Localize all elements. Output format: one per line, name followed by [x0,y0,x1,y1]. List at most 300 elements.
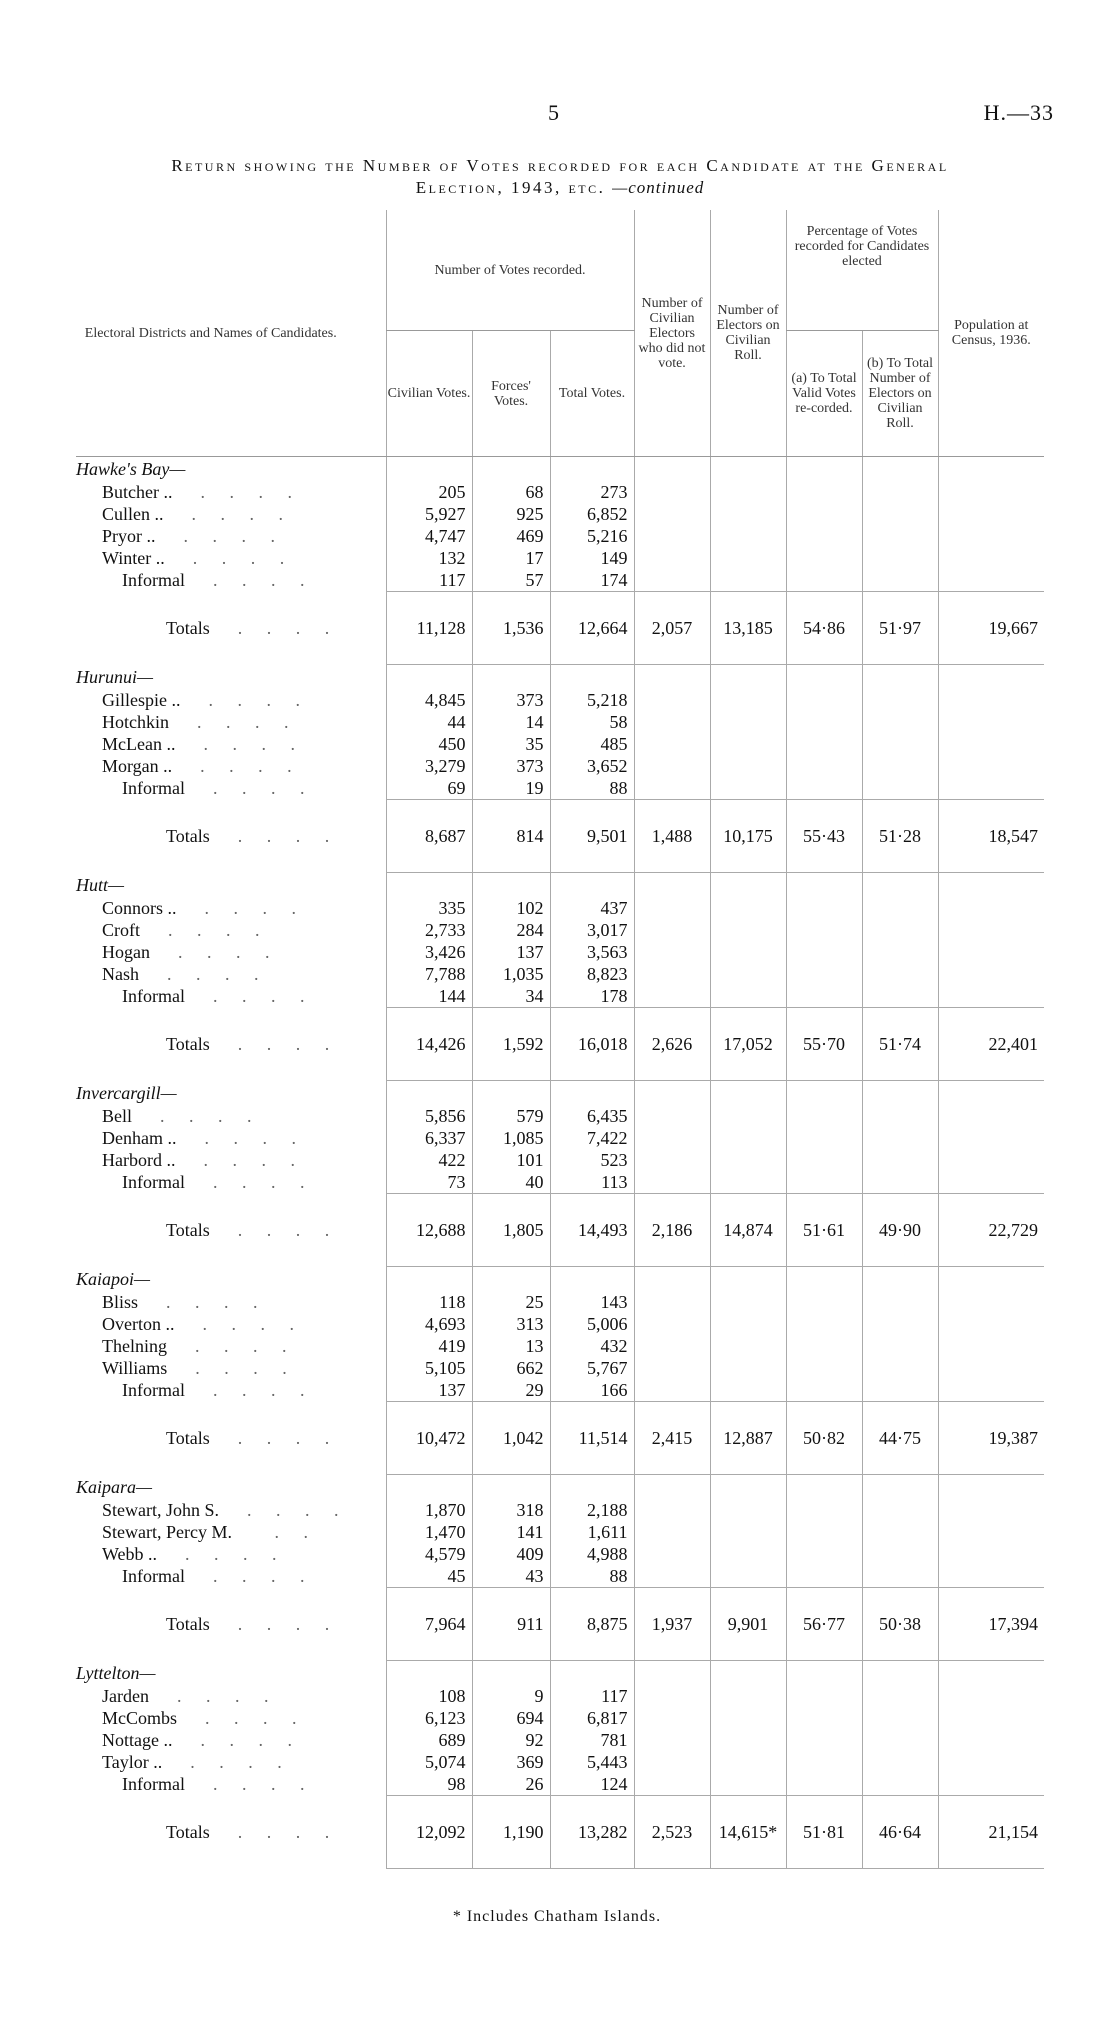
empty-cell [386,665,472,690]
empty-cell [710,755,786,777]
totals-pct-b: 51·74 [862,1008,938,1081]
candidate-name [76,1379,386,1402]
district-row [76,1267,1044,1292]
empty-cell [862,1149,938,1171]
empty-cell [786,569,862,592]
candidate-name [76,503,386,525]
totals-name [76,1194,386,1267]
civilian-votes: 7,788 [386,963,472,985]
forces-votes: 40 [472,1171,550,1194]
leader-dots: . . . . [212,1566,315,1586]
empty-cell [786,733,862,755]
empty-cell [786,963,862,985]
totals-forces: 1,536 [472,592,550,665]
total-votes: 432 [550,1335,634,1357]
total-votes: 166 [550,1379,634,1402]
totals-total: 9,501 [550,800,634,873]
empty-cell [938,755,1044,777]
empty-cell [710,1661,786,1686]
candidate-row [76,1751,1044,1773]
empty-cell [786,665,862,690]
empty-cell [710,1291,786,1313]
empty-cell [938,547,1044,569]
leader-dots: . . . . [212,1774,315,1794]
candidate-row [76,1105,1044,1127]
forces-votes: 579 [472,1105,550,1127]
leader-dots: . . . . [202,1314,304,1334]
empty-cell [938,1291,1044,1313]
leader-dots: . . . . [212,986,315,1006]
civilian-votes: 98 [386,1773,472,1796]
empty-cell [786,1773,862,1796]
candidate-label: Winter .. [102,548,165,568]
empty-cell [710,1379,786,1402]
forces-votes: 409 [472,1543,550,1565]
empty-cell [710,777,786,800]
header-pct-b: (b) To Total Number of Electors on Civilian Roll. [862,331,938,457]
civilian-votes: 108 [386,1685,472,1707]
candidate-name [76,1685,386,1707]
empty-cell [634,733,710,755]
empty-cell [634,1685,710,1707]
empty-cell [862,1081,938,1106]
empty-cell [710,689,786,711]
leader-dots: . . . . [237,1219,340,1240]
empty-cell [634,1565,710,1588]
empty-cell [634,547,710,569]
forces-votes: 25 [472,1291,550,1313]
empty-cell [710,457,786,482]
district-name: Kaiapoi— [76,1268,151,1289]
empty-cell [862,503,938,525]
empty-cell [710,1685,786,1707]
totals-forces: 911 [472,1588,550,1661]
empty-cell [862,897,938,919]
empty-cell [786,755,862,777]
candidate-name [76,1171,386,1194]
empty-cell [472,1267,550,1292]
empty-cell [862,481,938,503]
candidate-name [76,1313,386,1335]
empty-cell [862,1661,938,1686]
total-votes: 124 [550,1773,634,1796]
totals-civilian: 11,128 [386,592,472,665]
forces-votes: 373 [472,689,550,711]
totals-population: 22,729 [938,1194,1044,1267]
totals-forces: 1,805 [472,1194,550,1267]
candidate-name [76,919,386,941]
totals-row [76,592,1044,665]
leader-dots: . . . . [212,1172,315,1192]
empty-cell [938,897,1044,919]
empty-cell [710,1357,786,1379]
empty-cell [938,481,1044,503]
empty-cell [938,919,1044,941]
empty-cell [862,457,938,482]
empty-cell [938,569,1044,592]
empty-cell [634,1773,710,1796]
empty-cell [938,1335,1044,1357]
totals-name [76,592,386,665]
candidate-name [76,525,386,547]
empty-cell [938,1565,1044,1588]
total-votes: 174 [550,569,634,592]
total-votes: 5,767 [550,1357,634,1379]
candidate-label: McCombs [102,1708,178,1728]
totals-civilian: 7,964 [386,1588,472,1661]
totals-pct-b: 50·38 [862,1588,938,1661]
empty-cell [786,1291,862,1313]
empty-cell [634,1127,710,1149]
forces-votes: 469 [472,525,550,547]
forces-votes: 313 [472,1313,550,1335]
totals-electors: 12,887 [710,1402,786,1475]
totals-row [76,1402,1044,1475]
empty-cell [862,1357,938,1379]
candidate-name [76,733,386,755]
total-votes: 88 [550,777,634,800]
empty-cell [710,919,786,941]
leader-dots: . . . . [183,526,285,546]
leader-dots: . . . . [203,734,305,754]
leader-dots: . . . . [237,1427,340,1448]
empty-cell [634,1357,710,1379]
totals-total: 8,875 [550,1588,634,1661]
empty-cell [786,1127,862,1149]
empty-cell [786,1313,862,1335]
forces-votes: 43 [472,1565,550,1588]
empty-cell [634,481,710,503]
candidate-row [76,1379,1044,1402]
empty-cell [938,1499,1044,1521]
empty-cell [710,941,786,963]
civilian-votes: 44 [386,711,472,733]
empty-cell [786,547,862,569]
candidate-row [76,1335,1044,1357]
empty-cell [938,1751,1044,1773]
totals-total: 11,514 [550,1402,634,1475]
candidate-row [76,985,1044,1008]
leader-dots: . . . . [237,825,340,846]
leader-dots: . . [259,1522,318,1542]
total-votes: 6,852 [550,503,634,525]
civilian-votes: 117 [386,569,472,592]
empty-cell [786,1335,862,1357]
empty-cell [862,1335,938,1357]
total-votes: 5,006 [550,1313,634,1335]
candidate-label: Stewart, John S. [102,1500,219,1520]
forces-votes: 284 [472,919,550,941]
totals-total: 13,282 [550,1796,634,1869]
empty-cell [786,941,862,963]
civilian-votes: 205 [386,481,472,503]
totals-pct-b: 44·75 [862,1402,938,1475]
empty-cell [862,1729,938,1751]
empty-cell [938,963,1044,985]
empty-cell [786,1685,862,1707]
empty-cell [634,1081,710,1106]
civilian-votes: 450 [386,733,472,755]
empty-cell [862,777,938,800]
forces-votes: 14 [472,711,550,733]
empty-cell [938,1379,1044,1402]
totals-population: 21,154 [938,1796,1044,1869]
empty-cell [634,711,710,733]
empty-cell [634,941,710,963]
district-name: Hawke's Bay— [76,459,186,479]
empty-cell [938,457,1044,482]
totals-label: Totals [166,617,210,638]
candidate-label: Stewart, Percy M. [102,1522,232,1542]
empty-cell [862,1707,938,1729]
forces-votes: 34 [472,985,550,1008]
empty-cell [786,1379,862,1402]
candidate-row [76,1291,1044,1313]
totals-electors: 10,175 [710,800,786,873]
empty-cell [634,1149,710,1171]
empty-cell [862,985,938,1008]
candidate-name [76,985,386,1008]
candidate-row [76,1521,1044,1543]
candidate-label: Gillespie .. [102,690,181,710]
total-votes: 8,823 [550,963,634,985]
forces-votes: 137 [472,941,550,963]
candidate-row [76,1357,1044,1379]
empty-cell [710,1335,786,1357]
leader-dots: . . . . [168,920,270,940]
candidate-label: Informal [122,1566,185,1586]
totals-civilian: 12,092 [386,1796,472,1869]
total-votes: 5,443 [550,1751,634,1773]
leader-dots: . . . . [247,1500,349,1520]
empty-cell [634,525,710,547]
total-votes: 5,218 [550,689,634,711]
totals-population: 17,394 [938,1588,1044,1661]
empty-cell [862,1685,938,1707]
district-row [76,1475,1044,1500]
empty-cell [786,897,862,919]
totals-forces: 1,042 [472,1402,550,1475]
candidate-name [76,689,386,711]
leader-dots: . . . . [195,1358,297,1378]
totals-electors: 13,185 [710,592,786,665]
title-line-2 [70,177,1050,199]
empty-cell [550,457,634,482]
empty-cell [634,1335,710,1357]
candidate-name [76,1357,386,1379]
forces-votes: 662 [472,1357,550,1379]
document-reference: H.—33 [983,100,1054,125]
candidate-row [76,1149,1044,1171]
empty-cell [862,1171,938,1194]
civilian-votes: 689 [386,1729,472,1751]
empty-cell [786,525,862,547]
candidate-row [76,1685,1044,1707]
totals-pct-a: 50·82 [786,1402,862,1475]
civilian-votes: 6,337 [386,1127,472,1149]
total-votes: 88 [550,1565,634,1588]
leader-dots: . . . . [212,778,315,798]
total-votes: 5,216 [550,525,634,547]
empty-cell [786,985,862,1008]
empty-cell [862,1127,938,1149]
candidate-label: Denham .. [102,1128,177,1148]
totals-pct-a: 55·70 [786,1008,862,1081]
leader-dots: . . . . [190,1752,292,1772]
empty-cell [938,1475,1044,1500]
empty-cell [938,1773,1044,1796]
empty-cell [634,919,710,941]
forces-votes: 35 [472,733,550,755]
candidate-label: Pryor .. [102,526,156,546]
candidate-row [76,689,1044,711]
empty-cell [472,457,550,482]
empty-cell [634,963,710,985]
civilian-votes: 4,693 [386,1313,472,1335]
empty-cell [710,1499,786,1521]
total-votes: 485 [550,733,634,755]
empty-cell [938,733,1044,755]
leader-dots: . . . . [237,1613,340,1634]
empty-cell [938,1707,1044,1729]
candidate-row [76,963,1044,985]
empty-cell [710,897,786,919]
empty-cell [786,1357,862,1379]
empty-cell [786,1521,862,1543]
header-civilian: Civilian Votes. [386,331,472,457]
civilian-votes: 132 [386,547,472,569]
empty-cell [472,1081,550,1106]
empty-cell [786,711,862,733]
totals-pct-a: 55·43 [786,800,862,873]
leader-dots: . . . . [195,1336,297,1356]
empty-cell [634,873,710,898]
totals-forces: 1,592 [472,1008,550,1081]
candidate-label: Bell [102,1106,132,1126]
candidate-row [76,569,1044,592]
candidate-label: Informal [122,1774,185,1794]
totals-name [76,1796,386,1869]
total-votes: 113 [550,1171,634,1194]
forces-votes: 925 [472,503,550,525]
forces-votes: 694 [472,1707,550,1729]
empty-cell [938,1661,1044,1686]
leader-dots: . . . . [204,1128,306,1148]
candidate-label: Nash [102,964,139,984]
civilian-votes: 69 [386,777,472,800]
civilian-votes: 6,123 [386,1707,472,1729]
leader-dots: . . . . [237,617,340,638]
empty-cell [710,873,786,898]
empty-cell [938,985,1044,1008]
candidate-row [76,503,1044,525]
votes-table [76,210,1044,1869]
leader-dots: . . . . [204,898,307,918]
forces-votes: 102 [472,897,550,919]
empty-cell [862,1267,938,1292]
candidate-row [76,481,1044,503]
empty-cell [550,1267,634,1292]
totals-electors: 9,901 [710,1588,786,1661]
empty-cell [786,1475,862,1500]
empty-cell [634,1521,710,1543]
empty-cell [710,1313,786,1335]
empty-cell [634,1751,710,1773]
forces-votes: 68 [472,481,550,503]
totals-not-voted: 2,057 [634,592,710,665]
candidate-label: Thelning [102,1336,167,1356]
empty-cell [786,919,862,941]
candidate-label: Butcher .. [102,482,173,502]
candidate-label: Cullen .. [102,504,164,524]
totals-forces: 814 [472,800,550,873]
candidate-name [76,1565,386,1588]
civilian-votes: 4,579 [386,1543,472,1565]
empty-cell [710,569,786,592]
empty-cell [386,873,472,898]
candidate-name [76,1543,386,1565]
empty-cell [862,1475,938,1500]
total-votes: 2,188 [550,1499,634,1521]
totals-not-voted: 2,415 [634,1402,710,1475]
empty-cell [386,1661,472,1686]
empty-cell [862,1105,938,1127]
candidate-row [76,1729,1044,1751]
total-votes: 117 [550,1685,634,1707]
empty-cell [710,1171,786,1194]
candidate-label: Informal [122,986,185,1006]
empty-cell [862,1773,938,1796]
forces-votes: 1,035 [472,963,550,985]
empty-cell [938,525,1044,547]
empty-cell [634,985,710,1008]
civilian-votes: 2,733 [386,919,472,941]
totals-label: Totals [166,1427,210,1448]
totals-civilian: 10,472 [386,1402,472,1475]
empty-cell [938,1267,1044,1292]
totals-label: Totals [166,1219,210,1240]
totals-population: 22,401 [938,1008,1044,1081]
empty-cell [634,897,710,919]
totals-not-voted: 2,186 [634,1194,710,1267]
empty-cell [786,457,862,482]
empty-cell [634,569,710,592]
empty-cell [472,1475,550,1500]
total-votes: 437 [550,897,634,919]
totals-row [76,1008,1044,1081]
empty-cell [634,1729,710,1751]
empty-cell [938,1543,1044,1565]
leader-dots: . . . . [203,1150,305,1170]
empty-cell [786,1565,862,1588]
candidate-label: Nottage .. [102,1730,173,1750]
district-name: Kaipara— [76,1476,153,1497]
civilian-votes: 73 [386,1171,472,1194]
candidate-name [76,569,386,592]
empty-cell [634,1543,710,1565]
empty-cell [550,873,634,898]
district-name: Lyttelton— [76,1662,156,1683]
header-electors: Number of Electors on Civilian Roll. [710,210,786,457]
forces-votes: 13 [472,1335,550,1357]
candidate-label: Harbord .. [102,1150,176,1170]
candidate-row [76,1171,1044,1194]
leader-dots: . . . . [205,1708,307,1728]
empty-cell [634,1313,710,1335]
empty-cell [862,1313,938,1335]
empty-cell [710,733,786,755]
empty-cell [862,919,938,941]
